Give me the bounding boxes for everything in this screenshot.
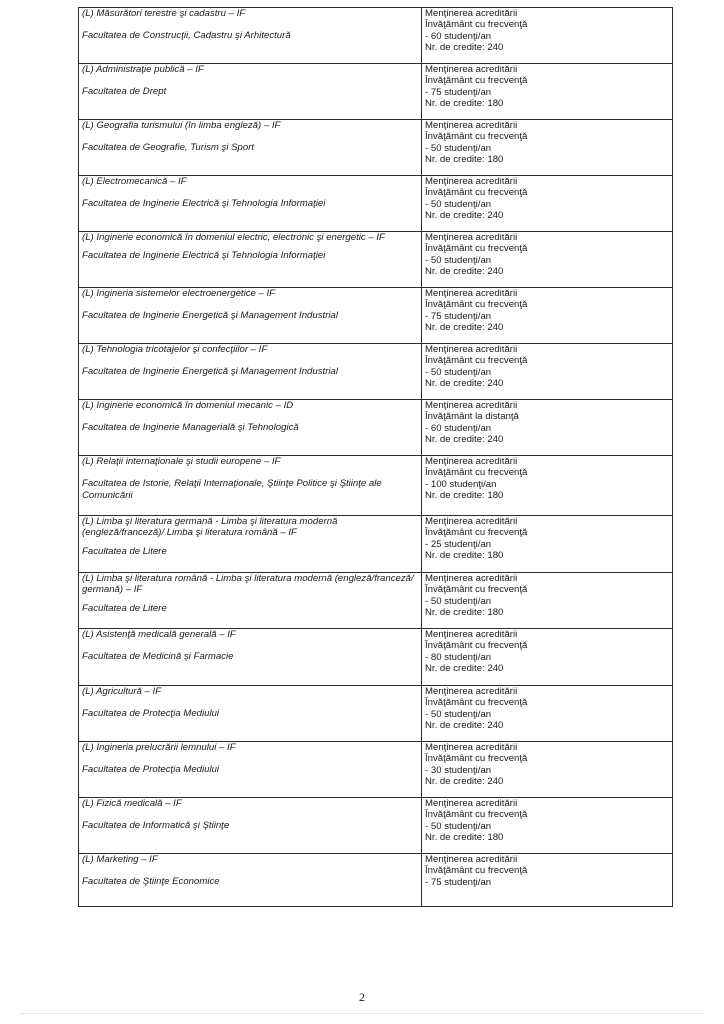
accreditation-cell: [422, 854, 673, 907]
credit-count: Nr. de credite: 240: [425, 663, 504, 675]
accreditation-status: Menţinerea acreditării: [425, 344, 518, 355]
program-name: (L) Inginerie economică în domeniul electric, electronic şi energetic – IF: [82, 232, 385, 243]
accreditation-status: Menţinerea acreditării: [425, 854, 518, 865]
accreditation-cell: [422, 176, 673, 232]
student-capacity: - 50 studenţi/an: [425, 254, 492, 266]
program-cell: [79, 64, 422, 120]
study-form: Învăţământ cu frecvenţă: [425, 75, 528, 87]
table-row: [79, 120, 673, 176]
faculty-name: Facultatea de Protecţia Mediului: [82, 708, 220, 720]
program-name: (L) Inginerie economică în domeniul mecanic – ID: [82, 400, 294, 411]
student-capacity: - 80 studenţi/an: [425, 651, 492, 663]
credit-count: Nr. de credite: 240: [425, 210, 504, 222]
program-name: (L) Tehnologia tricotajelor şi confecţiilor – IF: [82, 344, 268, 355]
accreditation-status: Menţinerea acreditării: [425, 120, 518, 131]
accreditation-status: Menţinerea acreditării: [425, 742, 518, 753]
program-name: (L) Fizică medicală – IF: [82, 798, 182, 809]
accreditation-status: Menţinerea acreditării: [425, 629, 518, 640]
program-name: (L) Măsurători terestre şi cadastru – IF: [82, 8, 246, 19]
program-cell: [79, 686, 422, 742]
accreditation-status: Menţinerea acreditării: [425, 288, 518, 299]
program-name: (L) Geografia turismului (în limba engleză) – IF: [82, 120, 281, 131]
student-capacity: - 50 studenţi/an: [425, 708, 492, 720]
credit-count: Nr. de credite: 180: [425, 98, 504, 110]
accreditation-status: Menţinerea acreditării: [425, 573, 518, 584]
accreditation-cell: [422, 8, 673, 64]
accreditation-status: Menţinerea acreditării: [425, 8, 518, 19]
student-capacity: - 50 studenţi/an: [425, 198, 492, 210]
program-cell: [79, 120, 422, 176]
program-name: (L) Administraţie publică – IF: [82, 64, 204, 75]
program-name: (L) Electromecanică – IF: [82, 176, 187, 187]
credit-count: Nr. de credite: 240: [425, 776, 504, 788]
accreditation-cell: [422, 742, 673, 798]
faculty-name: Facultatea de Construcţii, Cadastru şi Arhitectură: [82, 30, 291, 42]
table-row: [79, 232, 673, 288]
accreditation-cell: [422, 629, 673, 686]
credit-count: Nr. de credite: 180: [425, 154, 504, 166]
student-capacity: - 60 studenţi/an: [425, 422, 492, 434]
program-cell: [79, 629, 422, 686]
student-capacity: - 60 studenţi/an: [425, 30, 492, 42]
faculty-name: Facultatea de Inginerie Managerială şi Tehnologică: [82, 422, 299, 434]
program-cell: [79, 456, 422, 516]
program-name: (L) Agricultură – IF: [82, 686, 162, 697]
programs-table: [78, 7, 673, 907]
faculty-name: Facultatea de Protecţia Mediului: [82, 764, 220, 776]
accreditation-cell: [422, 288, 673, 344]
program-cell: [79, 344, 422, 400]
faculty-name: Facultatea de Inginerie Energetică şi Management Industrial: [82, 366, 338, 378]
student-capacity: - 50 studenţi/an: [425, 820, 492, 832]
credit-count: Nr. de credite: 240: [425, 266, 504, 278]
program-name: (L) Ingineria prelucrării lemnului – IF: [82, 742, 236, 753]
programs-table-body: [79, 8, 673, 907]
study-form: Învăţământ cu frecvenţă: [425, 355, 528, 367]
program-cell: [79, 8, 422, 64]
accreditation-status: Menţinerea acreditării: [425, 176, 518, 187]
faculty-name: Facultatea de Inginerie Electrică şi Tehnologia Informaţiei: [82, 198, 326, 210]
accreditation-status: Menţinerea acreditării: [425, 456, 518, 467]
accreditation-status: Menţinerea acreditării: [425, 516, 518, 527]
accreditation-cell: [422, 120, 673, 176]
program-name: (L) Limba şi literatura română - Limba şi literatura modernă (engleză/franceză/ germană) – IF: [82, 573, 414, 596]
study-form: Învăţământ cu frecvenţă: [425, 527, 528, 539]
student-capacity: - 25 studenţi/an: [425, 538, 492, 550]
accreditation-cell: [422, 686, 673, 742]
credit-count: Nr. de credite: 180: [425, 832, 504, 844]
study-form: Învăţământ cu frecvenţă: [425, 19, 528, 31]
program-cell: [79, 516, 422, 573]
table-row: [79, 573, 673, 629]
accreditation-status: Menţinerea acreditării: [425, 686, 518, 697]
faculty-name: Facultatea de Drept: [82, 86, 167, 98]
faculty-name: Facultatea de Geografie, Turism şi Sport: [82, 142, 255, 154]
program-cell: [79, 400, 422, 456]
accreditation-cell: [422, 232, 673, 288]
faculty-name: Facultatea de Ştiinţe Economice: [82, 876, 220, 888]
study-form: Învăţământ cu frecvenţă: [425, 243, 528, 255]
accreditation-cell: [422, 400, 673, 456]
program-cell: [79, 854, 422, 907]
table-row: [79, 456, 673, 516]
study-form: Învăţământ cu frecvenţă: [425, 299, 528, 311]
student-capacity: - 30 studenţi/an: [425, 764, 492, 776]
program-name: (L) Marketing – IF: [82, 854, 158, 865]
accreditation-status: Menţinerea acreditării: [425, 400, 518, 411]
table-row: [79, 400, 673, 456]
study-form: Învăţământ cu frecvenţă: [425, 187, 528, 199]
program-name: (L) Ingineria sistemelor electroenergetice – IF: [82, 288, 276, 299]
student-capacity: - 100 studenţi/an: [425, 478, 497, 490]
bottom-divider: [20, 1013, 704, 1014]
credit-count: Nr. de credite: 180: [425, 607, 504, 619]
program-cell: [79, 573, 422, 629]
study-form: Învăţământ cu frecvenţă: [425, 584, 528, 596]
faculty-name: Facultatea de Litere: [82, 545, 167, 557]
credit-count: Nr. de credite: 240: [425, 720, 504, 732]
table-row: [79, 344, 673, 400]
table-row: [79, 686, 673, 742]
program-cell: [79, 176, 422, 232]
accreditation-cell: [422, 573, 673, 629]
program-cell: [79, 798, 422, 854]
page-number: 2: [359, 990, 365, 1004]
program-cell: [79, 232, 422, 288]
program-cell: [79, 742, 422, 798]
table-row: [79, 64, 673, 120]
student-capacity: - 75 studenţi/an: [425, 86, 492, 98]
student-capacity: - 50 studenţi/an: [425, 595, 492, 607]
program-name: (L) Limba şi literatura germană - Limba şi literatura modernă (engleză/franceză)/ Limba şi literatura română – IF: [82, 516, 338, 539]
table-row: [79, 516, 673, 573]
table-row: [79, 176, 673, 232]
study-form: Învăţământ cu frecvenţă: [425, 640, 528, 652]
credit-count: Nr. de credite: 240: [425, 42, 504, 54]
student-capacity: - 75 studenţi/an: [425, 876, 492, 888]
accreditation-status: Menţinerea acreditării: [425, 798, 518, 809]
faculty-name: Facultatea de Informatică şi Ştiinţe: [82, 820, 230, 832]
study-form: Învăţământ la distanţă: [425, 411, 519, 423]
program-name: (L) Asistenţă medicală generală – IF: [82, 629, 236, 640]
credit-count: Nr. de credite: 240: [425, 434, 504, 446]
study-form: Învăţământ cu frecvenţă: [425, 753, 528, 765]
table-row: [79, 854, 673, 907]
study-form: Învăţământ cu frecvenţă: [425, 697, 528, 709]
credit-count: Nr. de credite: 240: [425, 378, 504, 390]
study-form: Învăţământ cu frecvenţă: [425, 467, 528, 479]
accreditation-cell: [422, 516, 673, 573]
accreditation-cell: [422, 456, 673, 516]
study-form: Învăţământ cu frecvenţă: [425, 865, 528, 877]
faculty-name: Facultatea de Inginerie Electrică şi Tehnologia Informaţiei: [82, 250, 326, 262]
study-form: Învăţământ cu frecvenţă: [425, 809, 528, 821]
table-row: [79, 8, 673, 64]
accreditation-cell: [422, 798, 673, 854]
student-capacity: - 50 studenţi/an: [425, 142, 492, 154]
program-cell: [79, 288, 422, 344]
accreditation-status: Menţinerea acreditării: [425, 64, 518, 75]
faculty-name: Facultatea de Litere: [82, 602, 167, 614]
accreditation-cell: [422, 64, 673, 120]
faculty-name: Facultatea de Istorie, Relaţii Internaţionale, Ştiinţe Politice şi Ştiinţe ale Comunicării: [82, 478, 382, 501]
student-capacity: - 75 studenţi/an: [425, 310, 492, 322]
accreditation-status: Menţinerea acreditării: [425, 232, 518, 243]
study-form: Învăţământ cu frecvenţă: [425, 131, 528, 143]
student-capacity: - 50 studenţi/an: [425, 366, 492, 378]
table-row: [79, 742, 673, 798]
faculty-name: Facultatea de Medicină şi Farmacie: [82, 651, 234, 663]
credit-count: Nr. de credite: 180: [425, 490, 504, 502]
table-row: [79, 288, 673, 344]
program-name: (L) Relaţii internaţionale şi studii europene – IF: [82, 456, 281, 467]
accreditation-cell: [422, 344, 673, 400]
table-row: [79, 798, 673, 854]
table-row: [79, 629, 673, 686]
credit-count: Nr. de credite: 240: [425, 322, 504, 334]
faculty-name: Facultatea de Inginerie Energetică şi Management Industrial: [82, 310, 338, 322]
credit-count: Nr. de credite: 180: [425, 550, 504, 562]
